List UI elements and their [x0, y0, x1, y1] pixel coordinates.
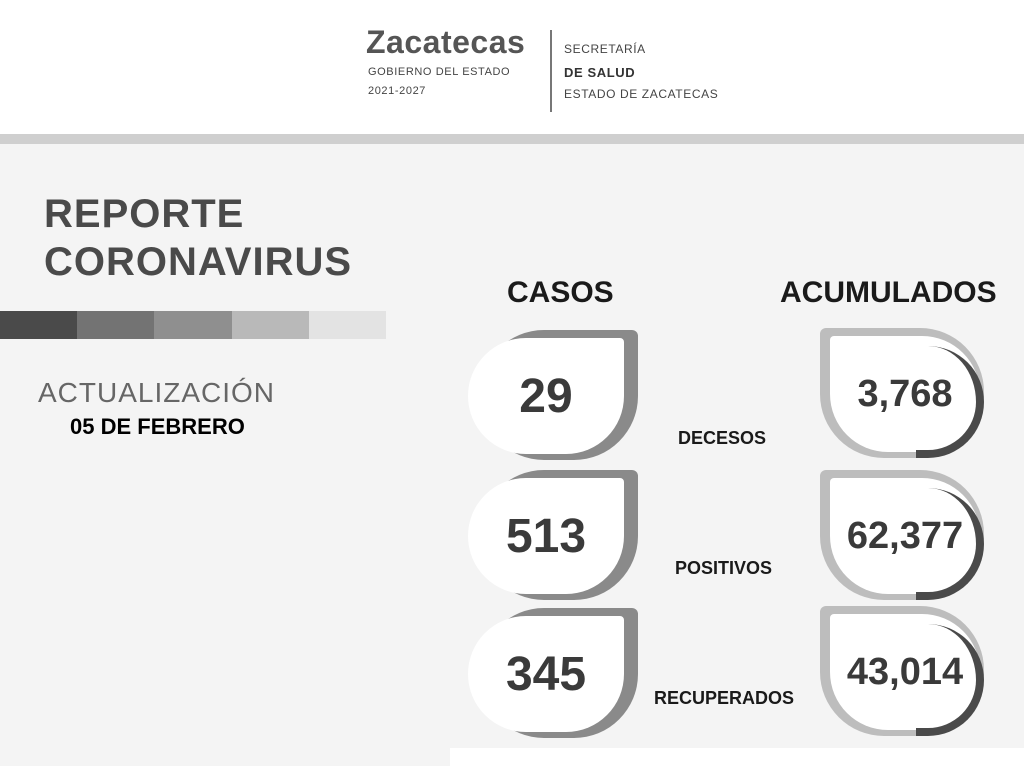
- gradient-segment: [232, 311, 309, 339]
- footer-strip: [450, 748, 1024, 766]
- category-label-decesos: DECESOS: [678, 428, 767, 448]
- gradient-segment: [309, 311, 386, 339]
- header-divider: [550, 30, 552, 112]
- dept-line-2: DE SALUD: [564, 65, 636, 80]
- brand-name: Zacatecas: [366, 24, 526, 60]
- acumulados-bubble-recuperados: [820, 606, 988, 738]
- header-separator: [0, 134, 1024, 144]
- report-title-line-1: REPORTE: [44, 192, 245, 236]
- brand-period: 2021-2027: [368, 85, 427, 97]
- acumulados-header: ACUMULADOS: [780, 276, 997, 309]
- brand-subtitle: GOBIERNO DEL ESTADO: [368, 66, 511, 78]
- acumulados-value-recuperados: 43,014: [830, 614, 980, 730]
- casos-bubble-positivos: [468, 470, 640, 600]
- casos-value-recuperados: 345: [468, 616, 624, 732]
- gradient-bar: [0, 311, 386, 339]
- casos-bubble-decesos: [468, 330, 640, 460]
- casos-bubble-recuperados: [468, 608, 640, 738]
- header: [0, 0, 1024, 134]
- casos-header: CASOS: [507, 276, 614, 309]
- update-date: 05 DE FEBRERO: [70, 414, 245, 439]
- gradient-segment: [0, 311, 77, 339]
- category-label-positivos: POSITIVOS: [675, 558, 773, 578]
- gradient-segment: [77, 311, 154, 339]
- casos-value-decesos: 29: [468, 338, 624, 454]
- acumulados-value-positivos: 62,377: [830, 478, 980, 594]
- casos-value-positivos: 513: [468, 478, 624, 594]
- dept-line-3: ESTADO DE ZACATECAS: [564, 87, 719, 101]
- update-label: ACTUALIZACIÓN: [38, 377, 276, 408]
- dept-line-1: SECRETARÍA: [564, 42, 646, 56]
- acumulados-value-decesos: 3,768: [830, 336, 980, 452]
- report-title-line-2: CORONAVIRUS: [44, 240, 353, 284]
- category-label-recuperados: RECUPERADOS: [654, 688, 795, 708]
- acumulados-bubble-positivos: [820, 470, 988, 602]
- acumulados-bubble-decesos: [820, 328, 988, 460]
- gradient-segment: [154, 311, 231, 339]
